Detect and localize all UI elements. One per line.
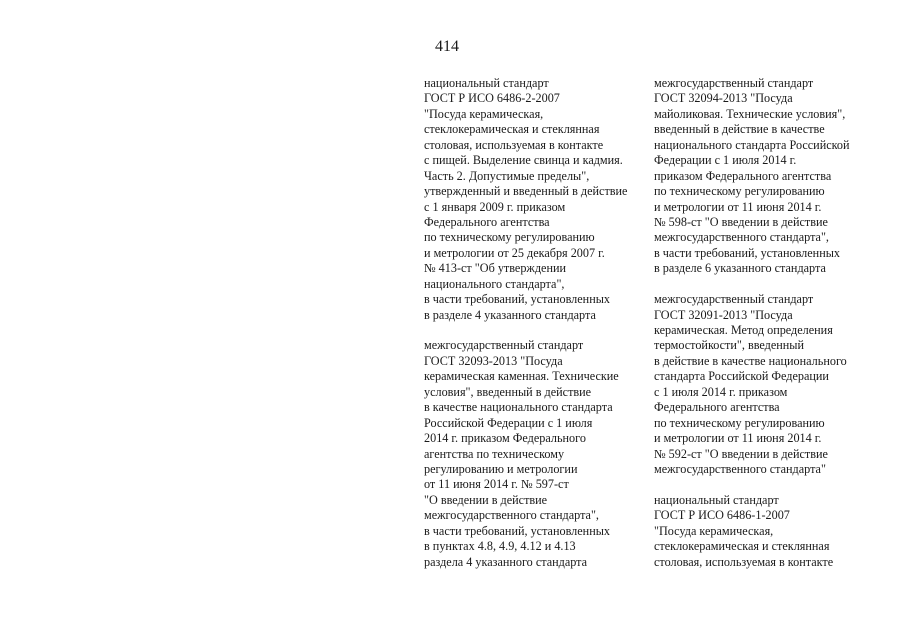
standard-entry (654, 292, 899, 477)
entry-text-line: Часть 2. Допустимые пределы", (424, 168, 590, 183)
entry-text-line: Федерального агентства (654, 400, 780, 415)
entry-text-line: 2014 г. приказом Федерального (424, 431, 586, 446)
entry-text-line: национального стандарта", (424, 276, 565, 291)
entry-text-line: в части требований, установленных (654, 245, 840, 260)
entry-text-line: в части требований, установленных (424, 292, 610, 307)
entry-text-line: термостойкости", введенный (654, 338, 805, 353)
entry-text-line: "Посуда керамическая, (424, 106, 544, 121)
entry-text-line: национальный стандарт (654, 492, 779, 507)
entry-text-line: в разделе 4 указанного стандарта (424, 307, 596, 322)
entry-text-line: межгосударственный стандарт (424, 338, 584, 353)
entry-text-line: Федерального агентства (424, 214, 550, 229)
entry-text-line: по техническому регулированию (654, 184, 825, 199)
entry-text-line: с пищей. Выделение свинца и кадмия. (424, 153, 623, 168)
entry-text-line: межгосударственного стандарта" (654, 461, 826, 476)
entry-text-line: национальный стандарт (424, 76, 549, 90)
entry-text-line: стандарта Российской Федерации (654, 369, 829, 384)
entry-text-line: керамическая. Метод определения (654, 323, 833, 337)
entry-text-line: раздела 4 указанного стандарта (424, 554, 588, 569)
entry-text-line: с 1 июля 2014 г. приказом (654, 384, 788, 399)
standard-entry (424, 76, 664, 323)
entry-text-line: межгосударственный стандарт (654, 292, 814, 307)
entry-text-line: приказом Федерального агентства (654, 168, 832, 183)
entry-text-line: ГОСТ 32094-2013 "Посуда (654, 91, 793, 106)
entry-text-line: в части требований, установленных (424, 523, 610, 538)
entry-text-line: Федерации с 1 июля 2014 г. (654, 153, 797, 168)
entry-text-line: агентства по техническому (424, 446, 565, 461)
entry-text-line: "О введении в действие (424, 492, 548, 507)
entry-text-line: межгосударственного стандарта", (424, 508, 599, 523)
entry-text-line: в пунктах 4.8, 4.9, 4.12 и 4.13 (424, 539, 576, 554)
entry-text-line: майоликовая. Технические условия", (654, 106, 846, 121)
left-column (424, 76, 664, 585)
entry-text-line: "Посуда керамическая, (654, 523, 774, 538)
entry-text-line: столовая, используемая в контакте (654, 554, 834, 569)
entry-text-line: керамическая каменная. Технические (424, 369, 619, 384)
entry-text-line: по техническому регулированию (424, 230, 595, 245)
entry-text-line: в качестве национального стандарта (424, 400, 613, 415)
entry-text-line: условия", введенный в действие (424, 384, 592, 399)
right-column (654, 76, 899, 585)
entry-text-line: стеклокерамическая и стеклянная (654, 539, 830, 554)
entry-text-line: с 1 января 2009 г. приказом (424, 199, 566, 214)
entry-text-line: Российской Федерации с 1 июля (424, 415, 593, 430)
entry-text-line: столовая, используемая в контакте (424, 137, 604, 152)
entry-text-line: национального стандарта Российской (654, 137, 850, 152)
entry-text-line: в действие в качестве национального (654, 353, 847, 368)
standard-entry (424, 338, 664, 570)
entry-text-line: и метрологии от 11 июня 2014 г. (654, 431, 822, 446)
entry-text-line: по техническому регулированию (654, 415, 825, 430)
page-number: 414 (435, 38, 459, 55)
entry-text-line: ГОСТ 32093-2013 "Посуда (424, 353, 563, 368)
entry-text-line: № 413-ст "Об утверждении (424, 261, 567, 276)
standard-entry (654, 76, 899, 277)
entry-text-line: в разделе 6 указанного стандарта (654, 261, 826, 276)
entry-text-line: и метрологии от 11 июня 2014 г. (654, 199, 822, 214)
entry-text-line: межгосударственный стандарт (654, 76, 814, 90)
entry-text-line: утвержденный и введенный в действие (424, 184, 628, 199)
entry-text-line: и метрологии от 25 декабря 2007 г. (424, 245, 605, 260)
entry-text-line: стеклокерамическая и стеклянная (424, 122, 600, 137)
entry-text-line: от 11 июня 2014 г. № 597-ст (424, 477, 569, 492)
entry-text-line: № 598-ст "О введении в действие (654, 214, 828, 229)
standard-entry (654, 493, 899, 570)
entry-text-line: регулированию и метрологии (424, 461, 578, 476)
entry-text-line: № 592-ст "О введении в действие (654, 446, 828, 461)
entry-text-line: ГОСТ Р ИСО 6486-2-2007 (424, 91, 560, 106)
entry-text-line: введенный в действие в качестве (654, 122, 825, 137)
entry-text-line: межгосударственного стандарта", (654, 230, 829, 245)
entry-text-line: ГОСТ 32091-2013 "Посуда (654, 307, 793, 322)
entry-text-line: ГОСТ Р ИСО 6486-1-2007 (654, 508, 790, 523)
